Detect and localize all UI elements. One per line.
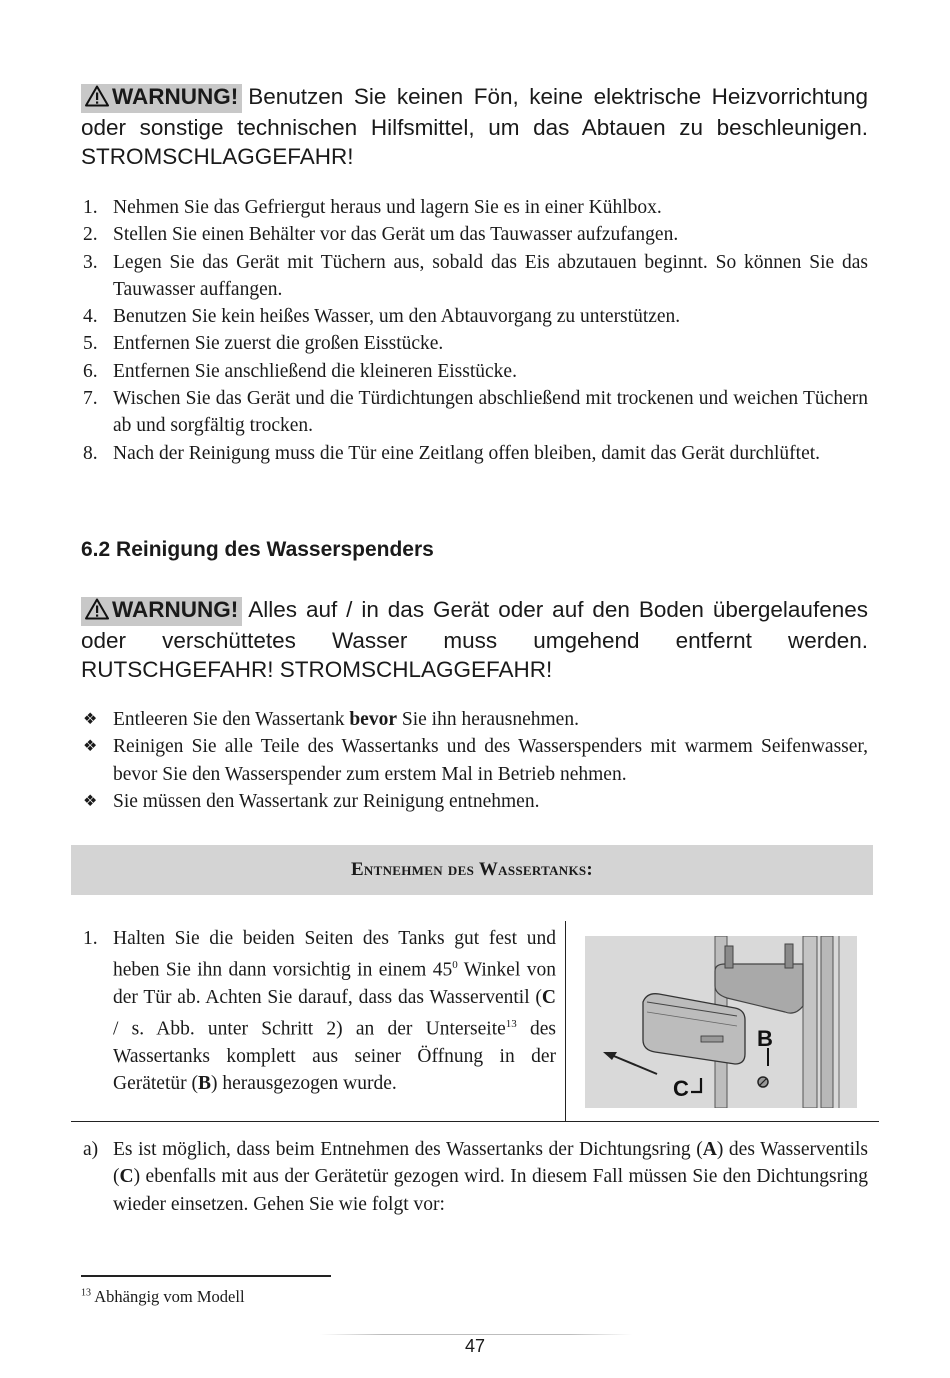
- list-item: [81, 1136, 868, 1218]
- warning-triangle-icon: [85, 85, 109, 113]
- footnote-number: 13: [81, 1287, 91, 1299]
- footnote-ref: 13: [505, 1018, 517, 1031]
- list-item: [81, 221, 868, 248]
- label-b: B: [757, 1026, 773, 1051]
- warning-triangle-icon: [85, 598, 109, 626]
- list-item-number: 6.: [83, 360, 98, 382]
- degree-superscript: 0: [452, 959, 458, 972]
- warning-label: WARNUNG!: [112, 84, 239, 109]
- bullet-text: Reinigen Sie alle Teile des Wassertanks und des Wasserspenders mit warmem Seifenwasser, bevor Sie den Wasserspender zum erstem Mal in Betrieb nehmen.: [113, 736, 868, 785]
- list-item: [81, 303, 868, 330]
- step-cell: [81, 925, 556, 1098]
- step-table: [71, 921, 879, 1122]
- diamond-bullet-icon: ❖: [83, 711, 98, 728]
- step-text-part: des Wassertanks komplett aus seiner Öffnung in der Gerätetür (: [113, 1018, 556, 1095]
- list-item: [81, 440, 868, 467]
- note-text-part: ) des Wasserventils (: [113, 1139, 868, 1188]
- note-list: [81, 1136, 868, 1218]
- defrost-steps-list: [81, 194, 868, 467]
- warning-badge: [81, 84, 242, 113]
- step-text-part: Winkel von der Tür ab. Achten Sie darauf, dass das Wasserventil (: [113, 959, 556, 1009]
- footnote: [81, 1287, 245, 1307]
- label-b-ref: B: [198, 1073, 212, 1095]
- list-item: [81, 706, 868, 733]
- bullet-text: Sie ihn herausnehmen.: [396, 709, 579, 730]
- label-c: C: [673, 1076, 689, 1101]
- list-item-number: a): [83, 1139, 99, 1160]
- footnote-separator: [81, 1275, 331, 1277]
- list-item-number: 7.: [83, 388, 98, 410]
- list-item: [81, 194, 868, 221]
- diamond-bullet-icon: ❖: [83, 792, 98, 810]
- list-item-number: 8.: [83, 442, 98, 464]
- warning-text: Alles auf / in das Gerät oder auf den Boden übergelaufenes oder verschüttetes Wasser muss umgehend entfernt werden. RUTSCHGEFAHR! STROMSCHLAGGEFAHR!: [81, 597, 868, 682]
- list-item-text: Wischen Sie das Gerät und die Türdichtungen abschließend mit trockenen und weichen Tüchern ab und sorgfältig trocken.: [113, 388, 868, 437]
- step-text-part: / s. Abb. unter Schritt 2) an der Unterseite: [113, 1018, 506, 1040]
- cleaning-bullet-list: [81, 706, 868, 815]
- list-item-text: Entfernen Sie anschließend die kleineren Eisstücke.: [113, 360, 517, 382]
- list-item-number: 4.: [83, 306, 98, 328]
- list-item-text: Benutzen Sie kein heißes Wasser, um den Abtauvorgang zu unterstützen.: [113, 306, 681, 328]
- procedure-title-box: [71, 845, 873, 895]
- step-text: [81, 925, 556, 1098]
- list-item: [81, 733, 868, 788]
- footnote-text: Abhängig vom Modell: [94, 1287, 245, 1306]
- list-item: [81, 358, 868, 385]
- water-tank-illustration: [585, 936, 857, 1108]
- list-item-text: Legen Sie das Gerät mit Tüchern aus, sobald das Eis abzutauen beginnt. So können Sie das Tauwasser auffangen.: [113, 251, 868, 300]
- note-text-part: Es ist möglich, dass beim Entnehmen des Wassertanks der Dichtungsring (: [113, 1139, 703, 1160]
- step-text-part: Halten Sie die beiden Seiten des Tanks gut fest und heben Sie ihn dann vorsichtig in einem 45: [113, 928, 556, 981]
- label-c-ref: C: [541, 987, 556, 1009]
- list-item-text: Entfernen Sie zuerst die großen Eisstücke.: [113, 333, 444, 355]
- list-item-number: 3.: [83, 251, 98, 273]
- section-heading: 6.2 Reinigung des Wasserspenders: [81, 538, 434, 561]
- list-item-text: Nehmen Sie das Gefriergut heraus und lagern Sie es in einer Kühlbox.: [113, 197, 662, 218]
- warning-badge: [81, 597, 242, 626]
- warning-block: [81, 595, 868, 684]
- warning-text: Benutzen Sie keinen Fön, keine elektrische Heizvorrichtung oder sonstige technischen Hilfsmittel, um das Abtauen zu beschleunigen. STROMSCHLAGGEFAHR!: [81, 84, 868, 169]
- table-divider-vertical: [565, 921, 566, 1121]
- label-c-ref: C: [119, 1166, 134, 1188]
- list-item: [81, 249, 868, 304]
- list-item: [81, 788, 868, 815]
- page-number-rule: [320, 1334, 632, 1335]
- table-divider-horizontal: [71, 1121, 879, 1122]
- list-item-text: Nach der Reinigung muss die Tür eine Zeitlang offen bleiben, damit das Gerät durchlüftet.: [113, 442, 821, 464]
- diamond-bullet-icon: ❖: [83, 738, 98, 756]
- list-item: [81, 385, 868, 440]
- list-item-number: 1.: [83, 197, 98, 218]
- bullet-text: Entleeren Sie den Wassertank: [113, 709, 350, 730]
- page-number: 47: [464, 1336, 486, 1356]
- warning-block: [81, 82, 868, 171]
- list-item-number: 2.: [83, 224, 98, 246]
- note-text-part: ) ebenfalls mit aus der Gerätetür gezogen wird. In diesem Fall müssen Sie den Dichtungsring wieder einsetzen. Gehen Sie wie folgt vor:: [113, 1166, 868, 1215]
- bullet-text: Sie müssen den Wassertank zur Reinigung entnehmen.: [113, 790, 540, 812]
- warning-label: WARNUNG!: [112, 597, 239, 622]
- list-item-text: Stellen Sie einen Behälter vor das Gerät um das Tauwasser aufzufangen.: [113, 224, 679, 246]
- step-number: 1.: [83, 928, 98, 949]
- step-text-part: ) herausgezogen wurde.: [211, 1073, 397, 1095]
- label-a-ref: A: [702, 1139, 717, 1160]
- bullet-bold-text: bevor: [349, 709, 397, 730]
- list-item: [81, 330, 868, 357]
- procedure-title: Entnehmen des Wassertanks:: [350, 859, 594, 880]
- list-item-number: 5.: [83, 333, 98, 355]
